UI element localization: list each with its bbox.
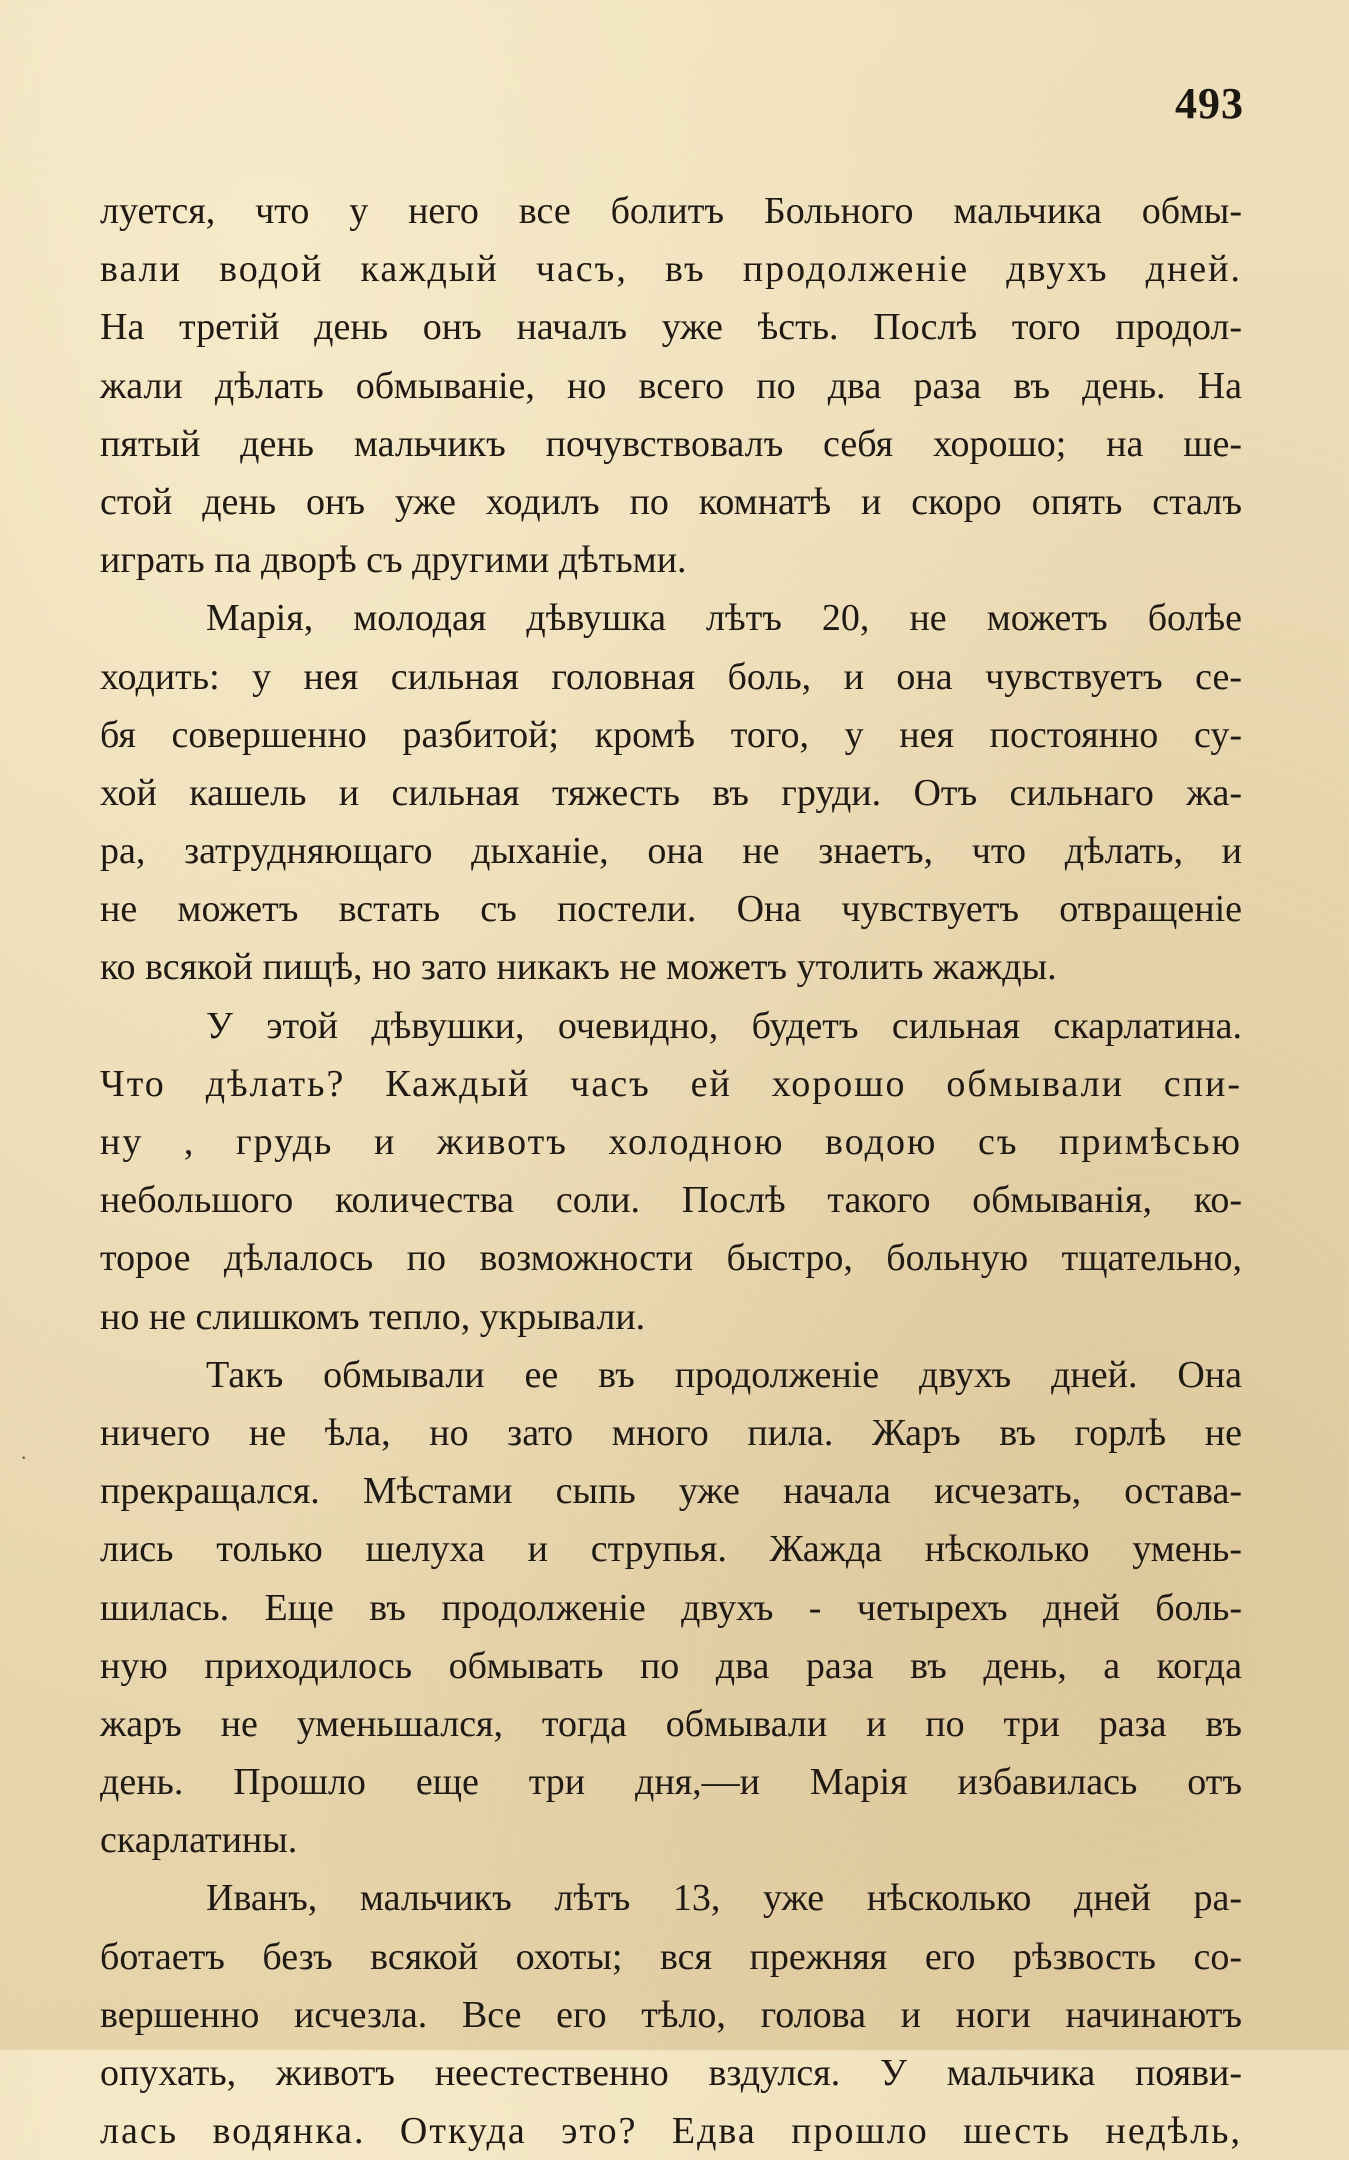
text-line: лась водянка. Откуда это? Едва прошло шесть недѣль,	[100, 2110, 1242, 2153]
text-line: бя совершенно разбитой; кромѣ того, у нея постоянно су-	[100, 713, 1242, 756]
text-line: торое дѣлалось по возможности быстро, больную тщательно,	[100, 1237, 1242, 1280]
text-line: луется, что у него все болитъ Больного мальчика обмы-	[100, 190, 1242, 232]
text-line: ко всякой пищѣ, но зато никакъ не можетъ утолить жажды.	[100, 946, 1057, 989]
text-line: прекращался. Мѣстами сыпь уже начала исчезать, остава-	[100, 1470, 1242, 1513]
text-line: опухать, животъ неестественно вздулся. У мальчика появи-	[100, 2052, 1242, 2094]
text-line: лись только шелуха и струпья. Жажда нѣсколько умень-	[100, 1528, 1242, 1571]
text-line: хой кашель и сильная тяжесть въ груди. Отъ сильнаго жа-	[100, 771, 1242, 814]
paragraph-first-line: Такъ обмывали ее въ продолженіе двухъ дней. Она	[206, 1353, 1242, 1396]
text-line: На третій день онъ началъ уже ѣсть. Послѣ того продол-	[100, 306, 1242, 349]
text-line: стой день онъ уже ходилъ по комнатѣ и скоро опять сталъ	[100, 480, 1242, 523]
text-line: ну , грудь и животъ холодною водою съ примѣсью	[100, 1121, 1242, 1163]
text-line: день. Прошло еще три дня,—и Марія избавилась отъ	[100, 1761, 1242, 1804]
text-line: не можетъ встать съ постели. Она чувствуетъ отвращеніе	[100, 888, 1242, 931]
paragraph-first-line: Марія, молодая дѣвушка лѣтъ 20, не можетъ болѣе	[206, 597, 1242, 640]
text-line: жаръ не уменьшался, тогда обмывали и по три раза въ	[100, 1702, 1242, 1745]
text-line: играть па дворѣ съ другими дѣтьми.	[100, 539, 687, 582]
body-text	[100, 182, 1242, 2160]
paragraph-first-line: У этой дѣвушки, очевидно, будетъ сильная скарлатина.	[206, 1004, 1242, 1047]
text-line: шилась. Еще въ продолженіе двухъ - четырехъ дней боль-	[100, 1586, 1242, 1629]
text-line: ничего не ѣла, но зато много пила. Жаръ въ горлѣ не	[100, 1411, 1242, 1454]
text-line: вершенно исчезла. Все его тѣло, голова и ноги начинаютъ	[100, 1993, 1242, 2036]
margin-speck: ·	[20, 1445, 28, 1470]
text-line: скарлатины.	[100, 1819, 298, 1862]
text-line: Что дѣлать? Каждый часъ ей хорошо обмывали спи-	[100, 1062, 1242, 1105]
text-line: ную приходилось обмывать по два раза въ день, а когда	[100, 1644, 1242, 1687]
text-line: пятый день мальчикъ почувствовалъ себя хорошо; на ше-	[100, 422, 1242, 465]
text-line: ра, затрудняющаго дыханіе, она не знаетъ, что дѣлать, и	[100, 830, 1242, 873]
text-line: вали водой каждый часъ, въ продолженіе двухъ дней.	[100, 248, 1242, 291]
text-line: ходить: у нея сильная головная боль, и она чувствуетъ се-	[100, 655, 1242, 698]
paragraph-first-line: Иванъ, мальчикъ лѣтъ 13, уже нѣсколько дней ра-	[206, 1877, 1242, 1920]
text-line: жали дѣлать обмываніе, но всего по два раза въ день. На	[100, 364, 1242, 407]
text-line: небольшого количества соли. Послѣ такого обмыванія, ко-	[100, 1179, 1242, 1222]
text-line: ботаетъ безъ всякой охоты; вся прежняя его рѣзвость со-	[100, 1935, 1242, 1978]
text-line: но не слишкомъ тепло, укрывали.	[100, 1295, 646, 1338]
page-number: 493	[1175, 79, 1244, 128]
